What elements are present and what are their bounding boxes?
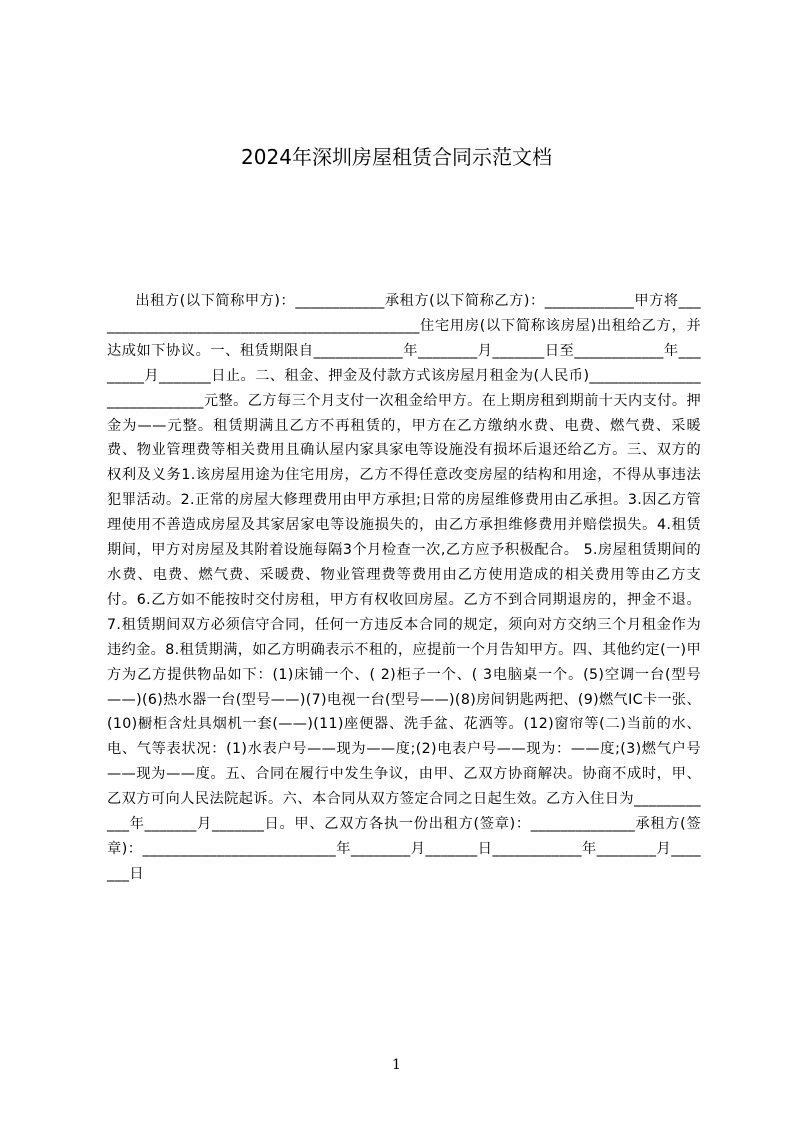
document-body: 出租方(以下简称甲方)：____________承租方(以下简称乙方)：____________甲方将_____________________________________________住宅用房(以下简称该房屋)出租给乙方，并达成如下协议。一、租赁期限自____________年________月_______日至____________年________月_______日止。二、租金、押金及付款方式该房屋月租金为(人民币)____________________________元整。乙方每三个月支付一次租金给甲方。在上期房租到期前十天内支付。押金为——元整。租赁期满且乙方不再租赁的，甲方在乙方缴纳水费、电费、燃气费、采暖费、物业管理费等相关费用且确认屋内家具家电等设施没有损坏后退还给乙方。三、双方的权利及义务1.该房屋用途为住宅用房，乙方不得任意改变房屋的结构和用途，不得从事违法犯罪活动。2.正常的房屋大修理费用由甲方承担;日常的房屋维修费用由乙承担。3.因乙方管理使用不善造成房屋及其家居家电等设施损失的，由乙方承担维修费用并赔偿损失。4.租赁期间，甲方对房屋及其附着设施每隔3个月检查一次,乙方应予积极配合。 5.房屋租赁期间的水费、电费、燃气费、采暖费、物业管理费等费用由乙方使用造成的相关费用等由乙方支付。6.乙方如不能按时交付房租，甲方有权收回房屋。乙方不到合同期退房的，押金不退。7.租赁期间双方必须信守合同，任何一方违反本合同的规定，须向对方交纳三个月租金作为违约金。8.租赁期满，如乙方明确表示不租的，应提前一个月告知甲方。四、其他约定(一)甲方为乙方提供物品如下：(1)床铺一个、( 2)柜子一个、( 3电脑桌一个。(5)空调一台(型号——)(6)热水器一台(型号——)(7)电视一台(型号——)(8)房间钥匙两把、(9)燃气IC卡一张、(10)橱柜含灶具烟机一套(——)(11)座便器、洗手盆、花洒等。(12)窗帘等(二)当前的水、电、气等表状况：(1)水表户号——现为——度;(2)电表户号——现为：——度;(3)燃气户号——现为——度。五、合同在履行中发生争议，由甲、乙双方协商解决。协商不成时，甲、乙双方可向人民法院起诉。六、本合同从双方签定合同之日起生效。乙方入住日为____________年_______月_______日。甲、乙双方各执一份出租方(签章)：______________承租方(签章)：__________________________年________月_______日____________年________月_______日: [107, 293, 702, 882]
document-title: 2024年深圳房屋租赁合同示范文档: [241, 145, 552, 169]
page-number: 1: [392, 1057, 401, 1073]
